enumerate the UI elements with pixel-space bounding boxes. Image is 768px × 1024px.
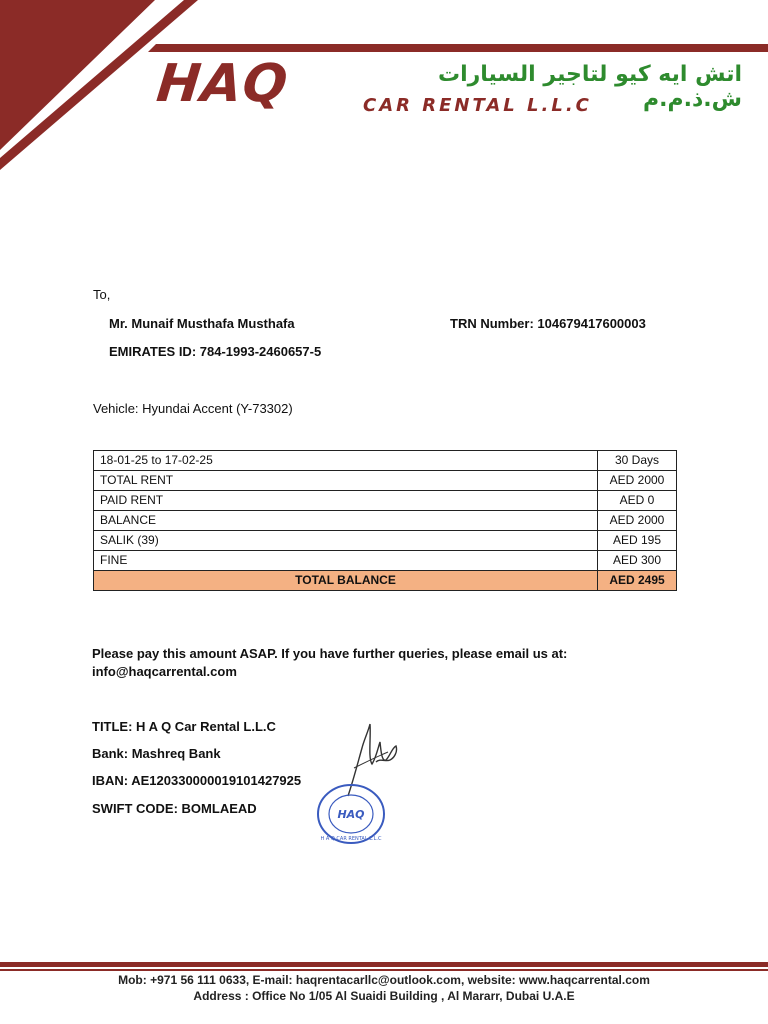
bank-name: Bank: Mashreq Bank <box>92 746 221 761</box>
contact-email[interactable]: info@haqcarrental.com <box>92 664 237 679</box>
row-value: 30 Days <box>598 451 677 471</box>
table-row <box>94 531 677 551</box>
row-value: AED 300 <box>598 551 677 571</box>
header-top-bar <box>148 44 768 52</box>
iban: IBAN: AE120330000019101427925 <box>92 773 302 788</box>
table-row <box>94 471 677 491</box>
row-label: SALIK (39) <box>94 531 598 551</box>
row-label: FINE <box>94 551 598 571</box>
total-balance-row <box>94 571 677 591</box>
stamp-center-text: HAQ <box>337 808 365 821</box>
row-label: PAID RENT <box>94 491 598 511</box>
company-stamp <box>316 783 386 845</box>
trn-number: TRN Number: 104679417600003 <box>450 316 646 331</box>
row-value: AED 195 <box>598 531 677 551</box>
row-value: AED 2000 <box>598 471 677 491</box>
row-value: AED 0 <box>598 491 677 511</box>
stamp-ring-text: H A Q CAR RENTAL L.L.C <box>320 836 382 842</box>
company-tagline: CAR RENTAL L.L.C <box>363 95 592 116</box>
total-balance-value: AED 2495 <box>598 571 677 591</box>
emirates-id: EMIRATES ID: 784-1993-2460657-5 <box>109 344 322 359</box>
swift-code: SWIFT CODE: BOMLAEAD <box>92 801 257 816</box>
company-arabic-name: اتش ايه كيو لتاجير السيارات ش.ذ.م.م <box>437 62 742 112</box>
footer-contact: Mob: +971 56 111 0633, E-mail: haqrentacarllc@outlook.com, website: www.haqcarrental.com <box>118 973 650 987</box>
row-label: TOTAL RENT <box>94 471 598 491</box>
footer-address: Address : Office No 1/05 Al Suaidi Building , Al Mararr, Dubai U.A.E <box>193 989 575 1003</box>
company-logo: HAQ <box>153 54 292 114</box>
recipient-name: Mr. Munaif Musthafa Musthafa <box>109 316 295 331</box>
row-label: 18-01-25 to 17-02-25 <box>94 451 598 471</box>
table-row <box>94 491 677 511</box>
footer-divider-thick <box>0 962 768 967</box>
row-value: AED 2000 <box>598 511 677 531</box>
rent-summary-table <box>93 450 677 591</box>
table-row <box>94 551 677 571</box>
header-corner-triangle <box>0 0 155 150</box>
vehicle-info: Vehicle: Hyundai Accent (Y-73302) <box>93 401 293 416</box>
table-row <box>94 451 677 471</box>
to-label: To, <box>93 287 111 302</box>
table-row <box>94 511 677 531</box>
row-label: BALANCE <box>94 511 598 531</box>
total-balance-label: TOTAL BALANCE <box>94 571 598 591</box>
payment-request-text: Please pay this amount ASAP. If you have further queries, please email us at: <box>92 646 568 661</box>
account-title: TITLE: H A Q Car Rental L.L.C <box>92 719 276 734</box>
footer-divider-thin <box>0 969 768 971</box>
